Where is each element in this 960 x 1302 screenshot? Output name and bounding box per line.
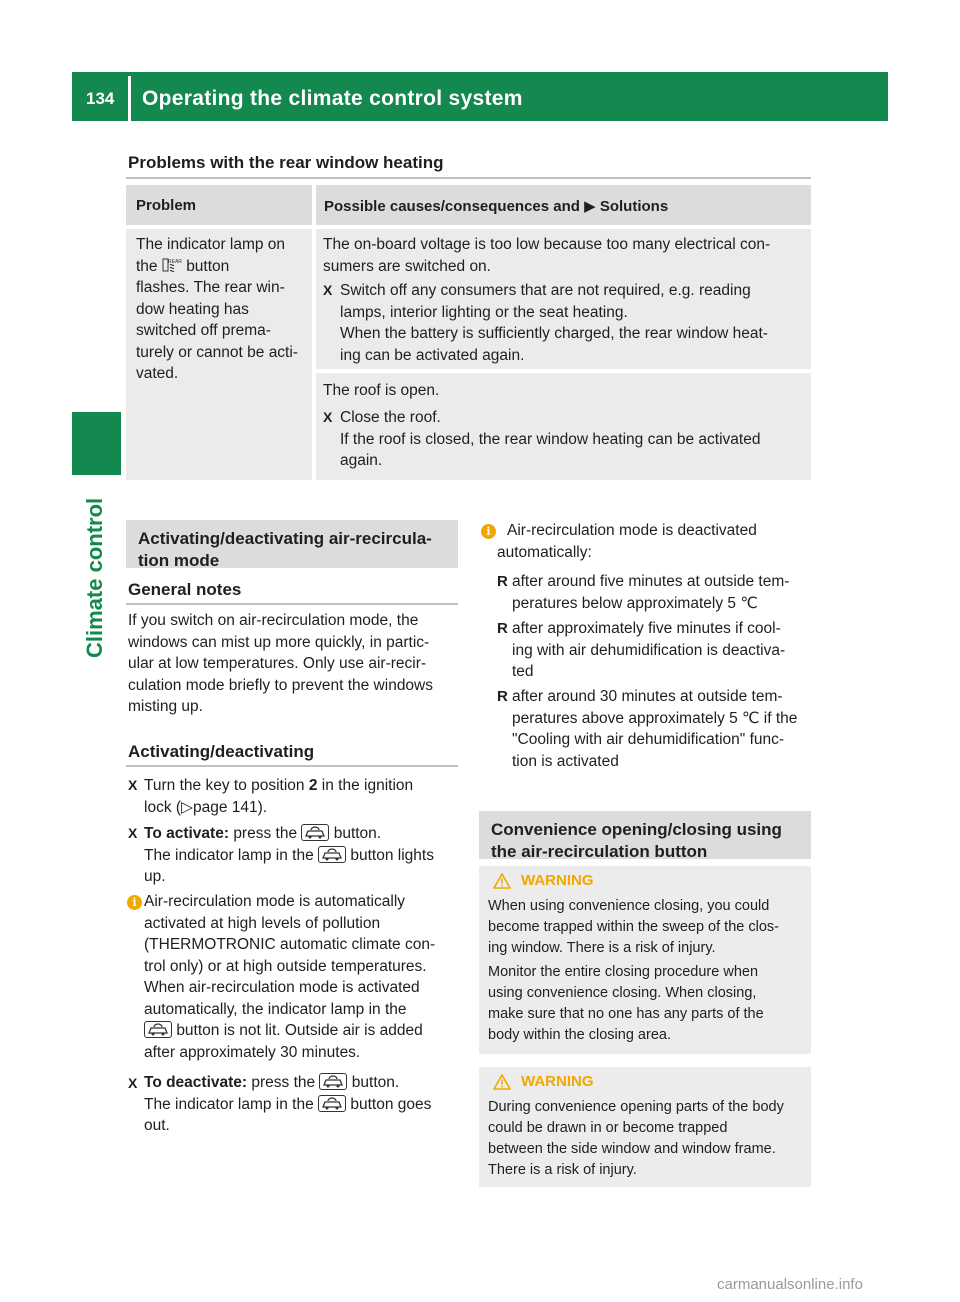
- warning-box-1: [479, 866, 811, 1054]
- text-fragment: button lights: [350, 846, 434, 864]
- info-deactivated-text: [497, 520, 817, 563]
- air-recirculation-heading-box: [126, 520, 458, 568]
- text-line: [136, 256, 311, 278]
- text-line: misting up.: [128, 698, 203, 715]
- text-fragment: button is not lit. Outside air is added: [176, 1022, 423, 1039]
- text-fragment: lock (: [144, 798, 182, 816]
- bullet-marker: R: [497, 688, 508, 705]
- recirculation-icon: [301, 824, 329, 841]
- text-line: Close the roof.: [340, 409, 441, 426]
- step-marker-icon: X: [128, 1075, 138, 1091]
- text-fragment: button.: [351, 1074, 400, 1091]
- heading-line: the air-recirculation button: [491, 842, 708, 861]
- text-line: vated.: [136, 365, 179, 382]
- cause-1-text: [323, 234, 808, 277]
- text-line: ing with air dehumidification is deactiva-: [512, 641, 786, 659]
- col-problem-header: Problem: [136, 197, 197, 214]
- bullet-marker: R: [497, 573, 508, 590]
- warning-box-2: [479, 1067, 811, 1187]
- arrow-right-icon: ▶: [584, 198, 596, 215]
- step-2-text: [144, 823, 464, 888]
- heading-line: Activating/deactivating air-recircula-: [138, 529, 432, 548]
- text-line: Air-recirculation mode is deactivated: [507, 522, 757, 539]
- general-notes-title: General notes: [128, 580, 242, 599]
- text-line: [144, 775, 464, 797]
- text-fragment: button goes: [350, 1095, 432, 1113]
- text-line: [144, 845, 464, 867]
- table-section-title: Problems with the rear window heating: [128, 153, 444, 172]
- step-marker-icon: X: [323, 282, 333, 298]
- warning-triangle-icon: [493, 1074, 511, 1090]
- text-fragment: press the: [251, 1074, 316, 1091]
- text-line: If the roof is closed, the rear window heating can be activated: [340, 430, 761, 448]
- table-cell-cause-1: [316, 229, 811, 369]
- text-fragment: button.: [333, 825, 382, 842]
- text-line: When air-recirculation mode is activated: [144, 979, 420, 996]
- text-line: There is a risk of injury.: [488, 1162, 637, 1178]
- text-fragment: To activate:: [144, 825, 229, 842]
- step-1-text: [144, 775, 464, 818]
- text-line: ing can be activated again.: [340, 346, 525, 364]
- table-cell-problem: [126, 229, 312, 480]
- text-line: The on-board voltage is too low because too many electrical con-: [323, 236, 771, 253]
- text-line: ular at low temperatures. Only use air-recir-: [128, 655, 427, 672]
- page-title: Operating the climate control system: [142, 87, 523, 110]
- step-marker-icon: X: [128, 777, 138, 793]
- bullet-item: [512, 686, 817, 772]
- text-line: ing window. There is a risk of injury.: [488, 940, 716, 956]
- warning-label: WARNING: [521, 872, 594, 889]
- text-line: using convenience closing. When closing,: [488, 985, 757, 1001]
- svg-text:REAR: REAR: [167, 258, 182, 265]
- text-line: ted: [512, 663, 534, 680]
- text-line: body within the closing area.: [488, 1027, 671, 1043]
- col-solutions-header: [324, 197, 668, 215]
- watermark: carmanualsonline.info: [717, 1276, 863, 1293]
- text-line: "Cooling with air dehumidification" func-: [512, 731, 785, 748]
- text-line: sumers are switched on.: [323, 257, 491, 275]
- text-line: The indicator lamp on: [136, 236, 286, 253]
- text-line: [144, 1094, 464, 1116]
- text-fragment: button: [186, 257, 230, 275]
- text-line: (THERMOTRONIC automatic climate con-: [144, 936, 436, 953]
- text-line: activated at high levels of pollution: [144, 914, 381, 932]
- info-icon: i: [481, 524, 496, 539]
- warning-triangle-icon: [493, 873, 511, 889]
- text-line: windows can mist up more quickly, in partic-: [128, 633, 430, 651]
- section-rule: [126, 765, 458, 767]
- text-line: after around five minutes at outside tem-: [512, 573, 790, 590]
- text-line: peratures above approximately 5 ℃ if the: [512, 709, 798, 727]
- col-solutions-label: Possible causes/consequences and: [324, 198, 580, 215]
- heading-line: Convenience opening/closing using: [491, 820, 782, 839]
- warning-label: WARNING: [521, 1073, 594, 1090]
- text-line: make sure that no one has any parts of the: [488, 1006, 764, 1022]
- text-fragment: page 141).: [192, 798, 268, 816]
- text-line: automatically:: [497, 543, 592, 561]
- text-line: switched off prema-: [136, 322, 271, 339]
- warning-1-text: [488, 896, 808, 1046]
- text-line: between the side window and window frame.: [488, 1141, 776, 1157]
- bullet-item: [512, 571, 817, 614]
- info-note-text: [144, 891, 464, 1063]
- header-divider: [128, 76, 131, 121]
- bullet-marker: R: [497, 620, 508, 637]
- text-line: lamps, interior lighting or the seat heating.: [340, 303, 628, 321]
- info-icon: i: [127, 895, 142, 910]
- text-line: Switch off any consumers that are not required, e.g. reading: [340, 282, 751, 299]
- text-line: automatically, the indicator lamp in the: [144, 1000, 407, 1018]
- text-fragment: The indicator lamp in the: [144, 846, 314, 864]
- general-notes-text: [128, 610, 463, 718]
- table-cell-cause-2: [316, 373, 811, 480]
- text-line: Monitor the entire closing procedure when: [488, 964, 759, 980]
- text-line: tion is activated: [512, 752, 619, 770]
- page-number: 134: [86, 89, 115, 108]
- bullet-item: [512, 618, 817, 683]
- text-line: If you switch on air-recirculation mode, the: [128, 612, 419, 629]
- text-line: after approximately 30 minutes.: [144, 1043, 361, 1061]
- text-line: During convenience opening parts of the body: [488, 1099, 784, 1115]
- solution-2-text: [340, 407, 805, 472]
- text-line: [144, 1072, 464, 1094]
- text-line: dow heating has: [136, 300, 249, 318]
- text-line: When using convenience closing, you could: [488, 898, 770, 914]
- text-fragment: Turn the key to position: [144, 777, 305, 794]
- text-line: again.: [340, 452, 383, 469]
- section-rule: [126, 177, 811, 179]
- col-solutions-label-2: Solutions: [599, 198, 669, 215]
- text-line: could be drawn in or become trapped: [488, 1120, 728, 1136]
- text-line: turely or cannot be acti-: [136, 343, 298, 361]
- text-line: When the battery is sufficiently charged, the rear window heat-: [340, 325, 768, 342]
- text-line: up.: [144, 868, 166, 885]
- cause-2-text: The roof is open.: [323, 382, 440, 399]
- step-marker-icon: X: [128, 825, 138, 841]
- rear-window-heating-icon: [162, 257, 182, 273]
- activating-title: Activating/deactivating: [128, 742, 315, 761]
- recirculation-icon: [318, 846, 346, 863]
- text-line: flashes. The rear win-: [136, 279, 285, 296]
- step-3-text: [144, 1072, 464, 1137]
- solution-1-text: [340, 280, 805, 366]
- text-line: [144, 1020, 464, 1042]
- text-fragment: press the: [233, 825, 298, 842]
- text-line: after approximately five minutes if cool-: [512, 620, 781, 637]
- problem-text: [136, 234, 311, 385]
- page-ref-icon: ▷: [181, 798, 193, 816]
- text-line: after around 30 minutes at outside tem-: [512, 688, 783, 705]
- section-rule: [126, 603, 458, 605]
- warning-2-text: [488, 1097, 808, 1181]
- text-fragment: in the ignition: [321, 777, 414, 794]
- text-line: peratures below approximately 5 ℃: [512, 594, 758, 612]
- text-fragment: 2: [308, 777, 318, 794]
- recirculation-icon: [318, 1095, 346, 1112]
- side-tab-label: Climate control: [82, 497, 107, 658]
- recirculation-icon: [144, 1021, 172, 1038]
- text-line: culation mode briefly to prevent the windows: [128, 676, 433, 694]
- text-line: [144, 797, 464, 819]
- text-line: become trapped within the sweep of the clos-: [488, 919, 779, 935]
- text-fragment: The indicator lamp in the: [144, 1095, 314, 1113]
- text-fragment: To deactivate:: [144, 1074, 248, 1091]
- text-line: out.: [144, 1117, 170, 1134]
- heading-line: tion mode: [138, 551, 220, 570]
- recirculation-icon: [319, 1073, 347, 1090]
- text-line: [144, 823, 464, 845]
- text-line: Air-recirculation mode is automatically: [144, 893, 406, 910]
- text-fragment: the: [136, 257, 158, 275]
- step-marker-icon: X: [323, 409, 333, 425]
- text-line: trol only) or at high outside temperatures.: [144, 957, 427, 975]
- side-tab-marker: [72, 412, 121, 475]
- convenience-heading-box: [479, 811, 811, 859]
